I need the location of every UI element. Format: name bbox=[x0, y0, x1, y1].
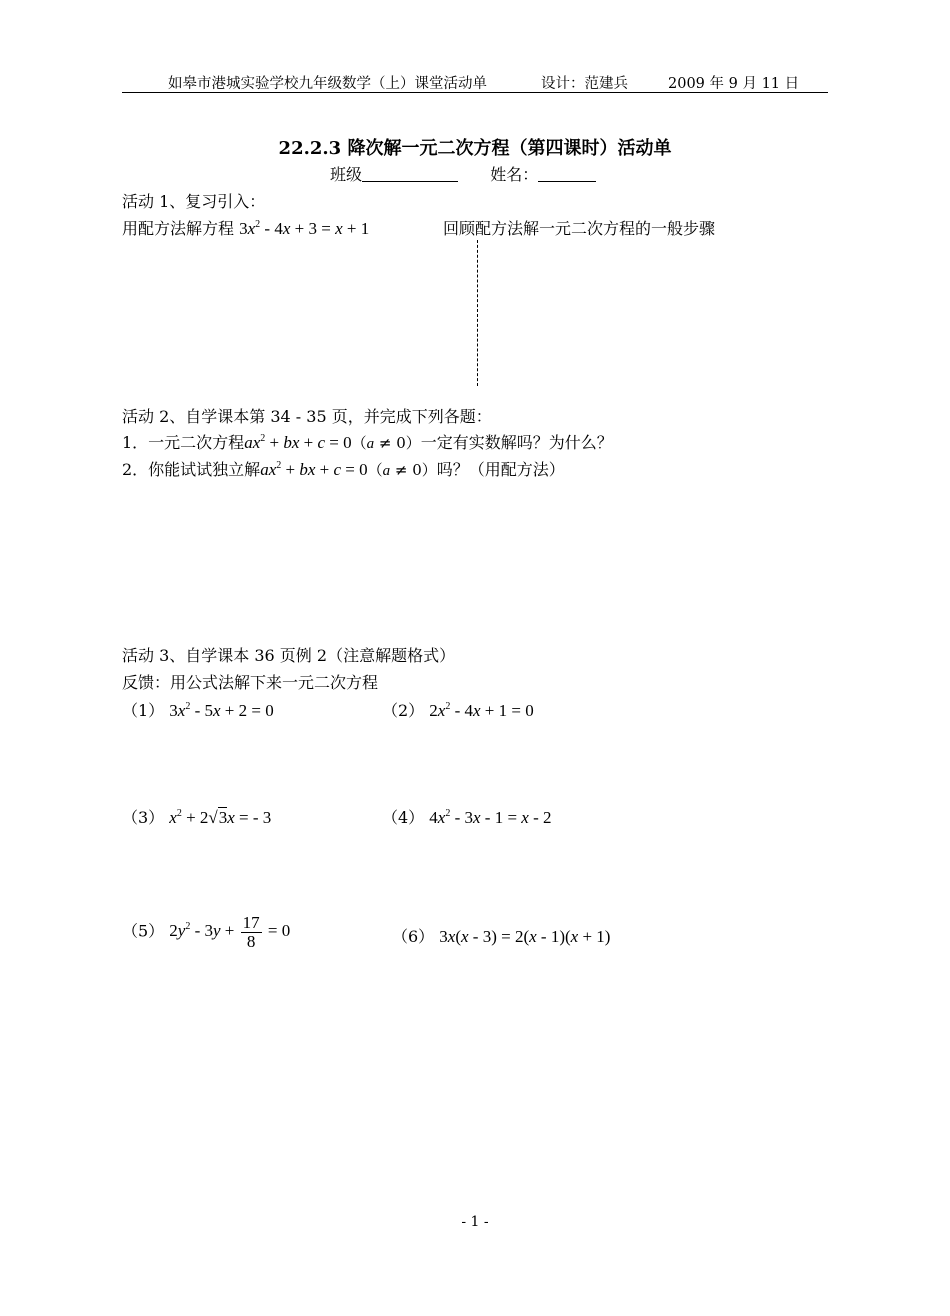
problem-equation: $4x^2 - 3x - 1 = x - 2$ bbox=[429, 808, 552, 827]
problem-equation: $3x^2 - 5x + 2 = 0$ bbox=[169, 701, 274, 720]
activity2-q2 bbox=[122, 457, 565, 480]
problem-label: （1） bbox=[122, 701, 165, 720]
q1-condition: （a ≠ 0） bbox=[351, 434, 421, 452]
student-info bbox=[330, 162, 596, 185]
problem-1 bbox=[122, 698, 274, 721]
header-designer: 设计：范建兵 bbox=[541, 76, 628, 92]
problem-2 bbox=[382, 698, 534, 721]
q1-equation: $ax^2$ + bx + c = 0 bbox=[244, 433, 352, 452]
problem-5 bbox=[122, 914, 290, 951]
activity1-review: 回顾配方法解一元二次方程的一般步骤 bbox=[443, 219, 716, 238]
problem-label: （4） bbox=[382, 808, 425, 827]
problem-label: （5） bbox=[122, 921, 165, 941]
activity1-equation: $3x^2 - 4x + 3 = x + 1$ bbox=[239, 219, 370, 238]
class-blank[interactable] bbox=[362, 167, 458, 182]
header-rule bbox=[122, 92, 828, 93]
problem-6 bbox=[392, 924, 610, 947]
problem-label: （2） bbox=[382, 701, 425, 720]
activity3-heading: 活动 3、自学课本 36 页例 2（注意解题格式） bbox=[122, 646, 456, 665]
problem-equation: $x^2 + 2√3x$ = - 3 bbox=[169, 808, 272, 827]
problem-3 bbox=[122, 805, 271, 828]
problem-equation: $2x^2 - 4x + 1 = 0$ bbox=[429, 701, 534, 720]
problem-4 bbox=[382, 805, 552, 828]
problem-equation: $2y^2 - 3y$ + $\frac{17}{8}$ = 0 bbox=[169, 913, 291, 951]
problem-label: （6） bbox=[392, 927, 435, 946]
name-label: 姓名： bbox=[490, 165, 539, 184]
header-school: 如皋市港城实验学校九年级数学（上）课堂活动单 bbox=[168, 76, 487, 92]
page-number: - 1 - bbox=[461, 1214, 489, 1230]
activity2-q1 bbox=[122, 430, 613, 453]
name-blank[interactable] bbox=[538, 167, 596, 182]
activity1-task bbox=[122, 216, 369, 239]
class-label: 班级 bbox=[330, 165, 363, 184]
activity2-heading: 活动 2、自学课本第 34 - 35 页，并完成下列各题： bbox=[122, 407, 492, 426]
q1-suffix: 一定有实数解吗？为什么？ bbox=[420, 433, 613, 452]
header-date: 2009 年 9 月 11 日 bbox=[668, 76, 800, 92]
q2-equation: $ax^2$ + bx + c = 0 bbox=[260, 460, 368, 479]
q2-suffix: 吗？（用配方法） bbox=[436, 460, 565, 479]
q2-prefix: 2．你能试试独立解 bbox=[122, 460, 261, 479]
divider-dashed bbox=[477, 240, 478, 386]
problem-label: （3） bbox=[122, 808, 165, 827]
activity3-feedback: 反馈：用公式法解下来一元二次方程 bbox=[122, 673, 379, 692]
q2-condition: （a ≠ 0） bbox=[367, 461, 437, 479]
activity1-heading: 活动 1、复习引入： bbox=[122, 192, 266, 211]
activity1-task-prefix: 用配方法解方程 bbox=[122, 219, 235, 238]
page-title: 22.2.3 降次解一元二次方程（第四课时）活动单 bbox=[278, 138, 672, 159]
problem-equation: 3x(x - 3) = 2(x - 1)(x + 1) bbox=[439, 927, 611, 946]
q1-prefix: 1．一元二次方程 bbox=[122, 433, 245, 452]
